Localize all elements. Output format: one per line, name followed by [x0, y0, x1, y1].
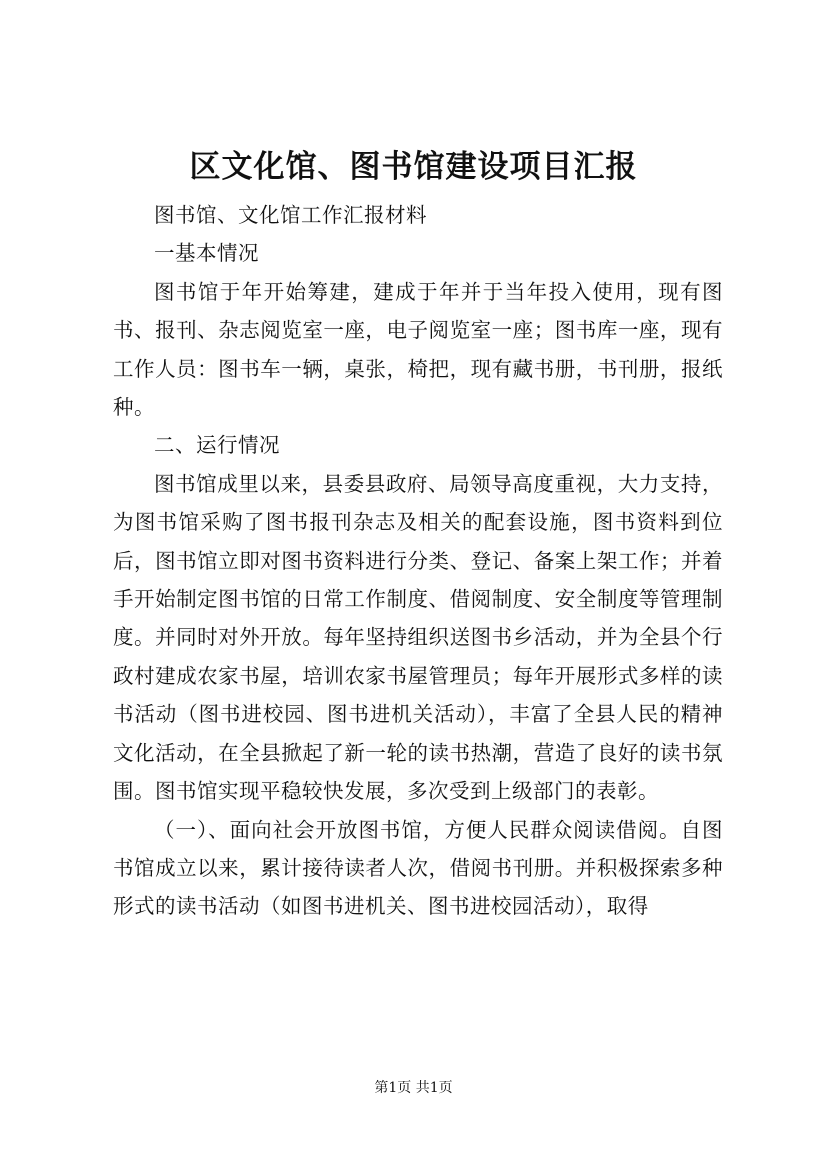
page-footer: 第1页 共1页: [374, 1080, 453, 1096]
document-body: [113, 196, 723, 926]
paragraph-basic-info: 图书馆于年开始筹建，建成于年并于当年投入使用，现有图书、报刊、杂志阅览室一座，电子阅览室一座；图书库一座，现有工作人员：图书车一辆，桌张，椅把，现有藏书册，书刊册，报纸种。: [113, 279, 723, 420]
paragraph-heading-basic: 一基本情况: [154, 241, 259, 266]
paragraph-operation-info: 图书馆成里以来，县委县政府、局领导高度重视，大力支持，为图书馆采购了图书报刊杂志及相关的配套设施，图书资料到位后，图书馆立即对图书资料进行分类、登记、备案上架工作；并着手开始制定图书馆的日常工作制度、借阅制度、安全制度等管理制度。并同时对外开放。每年坚持组织送图书乡活动，并为全县个行政村建成农家书屋，培训农家书屋管理员；每年开展形式多样的读书活动（图书进校园、图书进机关活动），丰富了全县人民的精神文化活动，在全县掀起了新一轮的读书热潮，营造了良好的读书氛围。图书馆实现平稳较快发展，多次受到上级部门的表彰。: [113, 471, 723, 804]
document-title: 区文化馆、图书馆建设项目汇报: [189, 149, 638, 185]
paragraph-subtitle: 图书馆、文化馆工作汇报材料: [154, 203, 427, 227]
paragraph-open-library: （一）、面向社会开放图书馆，方便人民群众阅读借阅。自图书馆成立以来，累计接待读者人次，借阅书刊册。并积极探索多种形式的读书活动（如图书进机关、图书进校园活动），取得: [113, 817, 723, 919]
paragraph-heading-operation: 二、运行情况: [154, 433, 280, 458]
